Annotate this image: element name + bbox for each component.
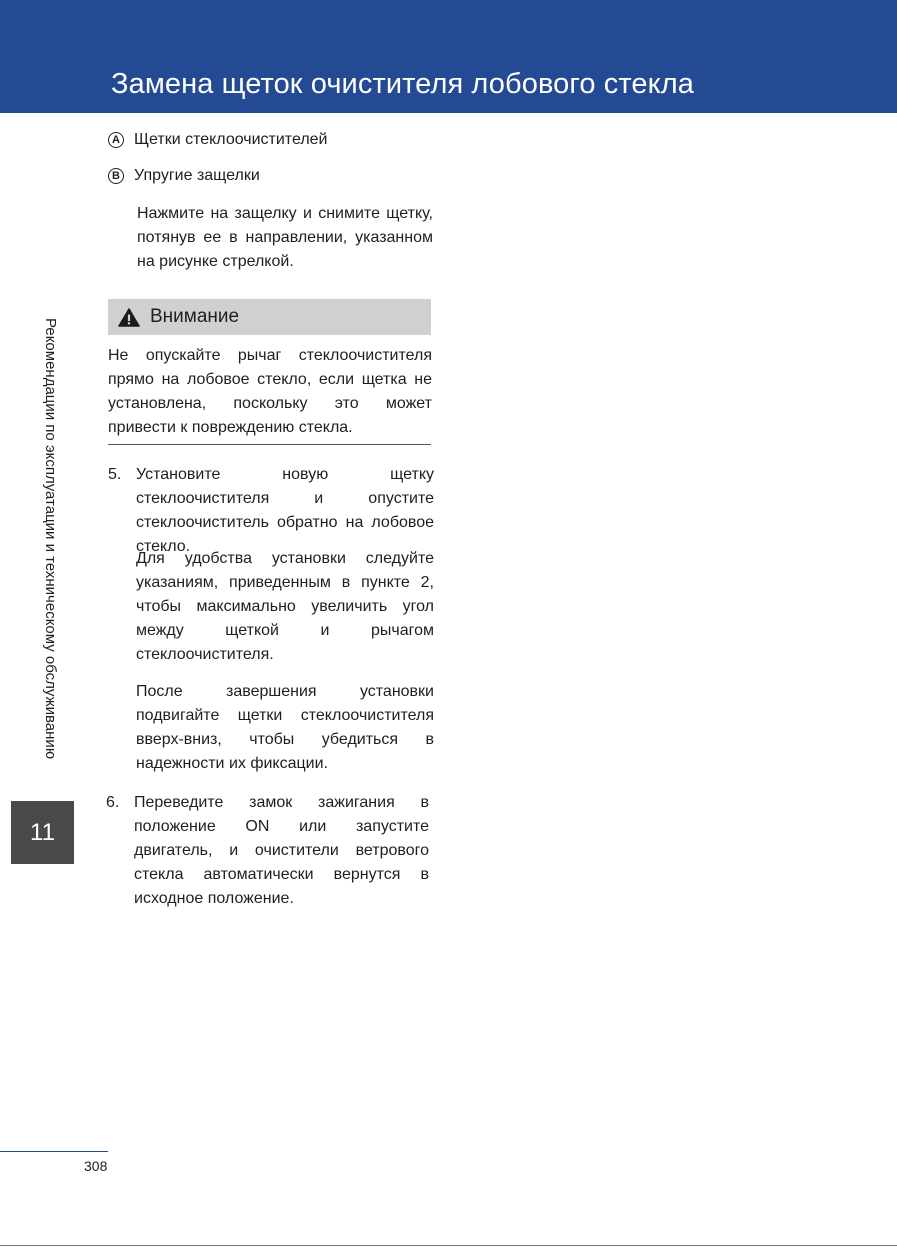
release-instruction: Нажмите на защелку и снимите щетку, потянув ее в направлении, указанном на рисунке стрелкой. — [137, 205, 433, 270]
page-number: 308 — [84, 1158, 108, 1174]
section-title-vertical: Рекомендации по эксплуатации и техническому обслуживанию — [42, 318, 59, 760]
circled-letter-a: A — [108, 132, 124, 148]
warning-title: Внимание — [150, 306, 240, 327]
step-5-text: Установите новую щетку стеклоочистителя и опустите стеклоочиститель обратно на лобовое стекло. — [136, 466, 434, 555]
bottom-divider — [0, 1245, 897, 1246]
step-6-text: Переведите замок зажигания в положение ON или запустите двигатель, и очистители ветрового стекла автоматически вернутся в исходное положение. — [134, 794, 429, 907]
warning-triangle-icon — [118, 308, 140, 327]
step-5-note-2: После завершения установки подвигайте щетки стеклоочистителя вверх-вниз, чтобы убедиться в надежности их фиксации. — [136, 683, 434, 772]
warning-divider — [108, 444, 431, 445]
legend-label-b: Упругие защелки — [134, 167, 260, 184]
circled-letter-b: B — [108, 168, 124, 184]
legend-item-b — [108, 167, 260, 185]
warning-text: Не опускайте рычаг стеклоочистителя прямо на лобовое стекло, если щетка не установлена, поскольку это может привести к повреждению стекла. — [108, 347, 432, 436]
footer-divider — [0, 1151, 108, 1152]
step-number-6: 6. — [106, 794, 120, 811]
step-number-5: 5. — [108, 466, 122, 483]
page-title: Замена щеток очистителя лобового стекла — [111, 68, 695, 100]
chapter-tab: 11 — [11, 801, 74, 864]
header-bar — [0, 0, 897, 113]
step-5-note-1: Для удобства установки следуйте указаниям, приведенным в пункте 2, чтобы максимально увеличить угол между щеткой и рычагом стеклоочистителя. — [136, 550, 434, 663]
legend-label-a: Щетки стеклоочистителей — [134, 131, 328, 148]
legend-item-a — [108, 131, 328, 149]
warning-header — [108, 299, 431, 335]
